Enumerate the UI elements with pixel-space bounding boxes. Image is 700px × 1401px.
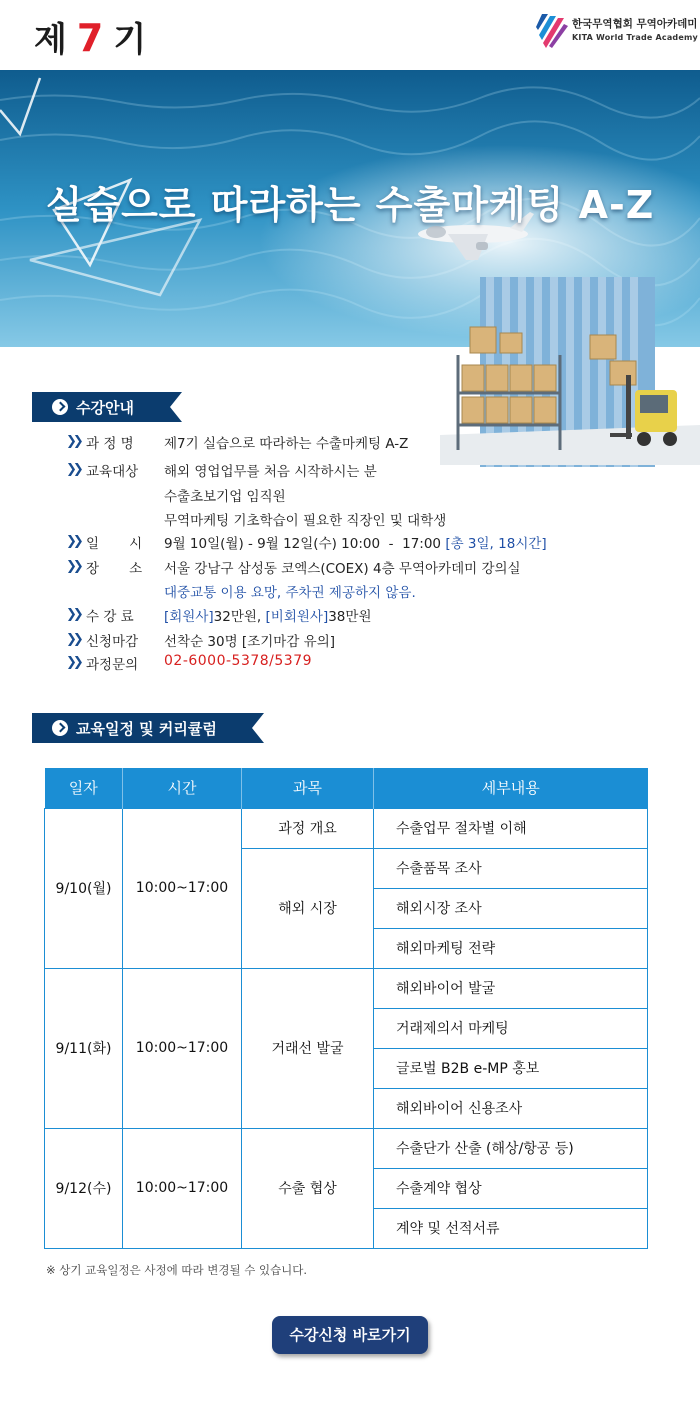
- detail-cell: 해외바이어 신용조사: [374, 1088, 648, 1128]
- kita-logo[interactable]: [536, 14, 698, 50]
- kita-logo-icon: [536, 14, 568, 48]
- double-chevron-icon: ❯❯: [66, 607, 80, 622]
- detail-cell: 수출단가 산출 (해상/항공 등): [374, 1128, 648, 1168]
- circle-arrow-icon: [52, 720, 68, 736]
- col-header-date: 일자: [45, 768, 123, 808]
- col-header-detail: 세부내용: [374, 768, 648, 808]
- subject-cell: 거래선 발굴: [242, 968, 374, 1128]
- detail-cell: 해외마케팅 전략: [374, 928, 648, 968]
- time-cell: 10:00~17:00: [123, 968, 242, 1128]
- table-row: [45, 968, 648, 1008]
- detail-cell: 수출품목 조사: [374, 848, 648, 888]
- subject-cell: 수출 협상: [242, 1128, 374, 1248]
- time-cell: 10:00~17:00: [123, 1128, 242, 1248]
- detail-cell: 글로벌 B2B e-MP 홍보: [374, 1048, 648, 1088]
- section-tag-course-info: [32, 392, 182, 422]
- double-chevron-icon: ❯❯: [66, 462, 80, 477]
- detail-cell: 수출업무 절차별 이해: [374, 808, 648, 848]
- double-chevron-icon: ❯❯: [66, 534, 80, 549]
- edition-number: 7: [76, 16, 106, 60]
- double-chevron-icon: ❯❯: [66, 559, 80, 574]
- subject-cell: 과정 개요: [242, 808, 374, 848]
- table-row: [45, 808, 648, 848]
- schedule-table: [44, 768, 648, 1249]
- detail-cell: 해외시장 조사: [374, 888, 648, 928]
- edition-prefix: 제: [34, 20, 69, 60]
- hero-title: 실습으로 따라하는 수출마케팅 A-Z: [45, 183, 655, 227]
- col-header-time: 시간: [123, 768, 242, 808]
- top-bar: [0, 0, 700, 70]
- date-cell: 9/10(월): [45, 808, 123, 968]
- detail-cell: 거래제의서 마케팅: [374, 1008, 648, 1048]
- detail-cell: 수출계약 협상: [374, 1168, 648, 1208]
- schedule-note: ※ 상기 교육일정은 사정에 따라 변경될 수 있습니다.: [46, 1263, 308, 1277]
- col-header-subject: 과목: [242, 768, 374, 808]
- table-row: [45, 1128, 648, 1168]
- section-tag-schedule: [32, 713, 264, 743]
- time-cell: 10:00~17:00: [123, 808, 242, 968]
- edition-suffix: 기: [113, 20, 149, 60]
- table-header-row: [45, 768, 648, 808]
- section-title: 수강안내: [76, 399, 134, 417]
- detail-cell: 해외바이어 발굴: [374, 968, 648, 1008]
- logo-korean-text: 한국무역협회 무역아카데미: [572, 18, 698, 30]
- edition-label: [34, 12, 148, 61]
- double-chevron-icon: ❯❯: [66, 434, 80, 449]
- section-title: 교육일정 및 커리큘럼: [76, 720, 217, 738]
- subject-cell: 해외 시장: [242, 848, 374, 968]
- logo-english-text: KITA World Trade Academy: [572, 33, 698, 42]
- double-chevron-icon: ❯❯: [66, 655, 80, 670]
- date-cell: 9/11(화): [45, 968, 123, 1128]
- inquiry-phone[interactable]: 02-6000-5378/5379: [164, 653, 313, 669]
- warehouse-illustration: [440, 215, 700, 475]
- detail-cell: 계약 및 선적서류: [374, 1208, 648, 1248]
- date-cell: 9/12(수): [45, 1128, 123, 1248]
- circle-arrow-icon: [52, 399, 68, 415]
- double-chevron-icon: ❯❯: [66, 632, 80, 647]
- apply-button[interactable]: 수강신청 바로가기: [272, 1316, 428, 1354]
